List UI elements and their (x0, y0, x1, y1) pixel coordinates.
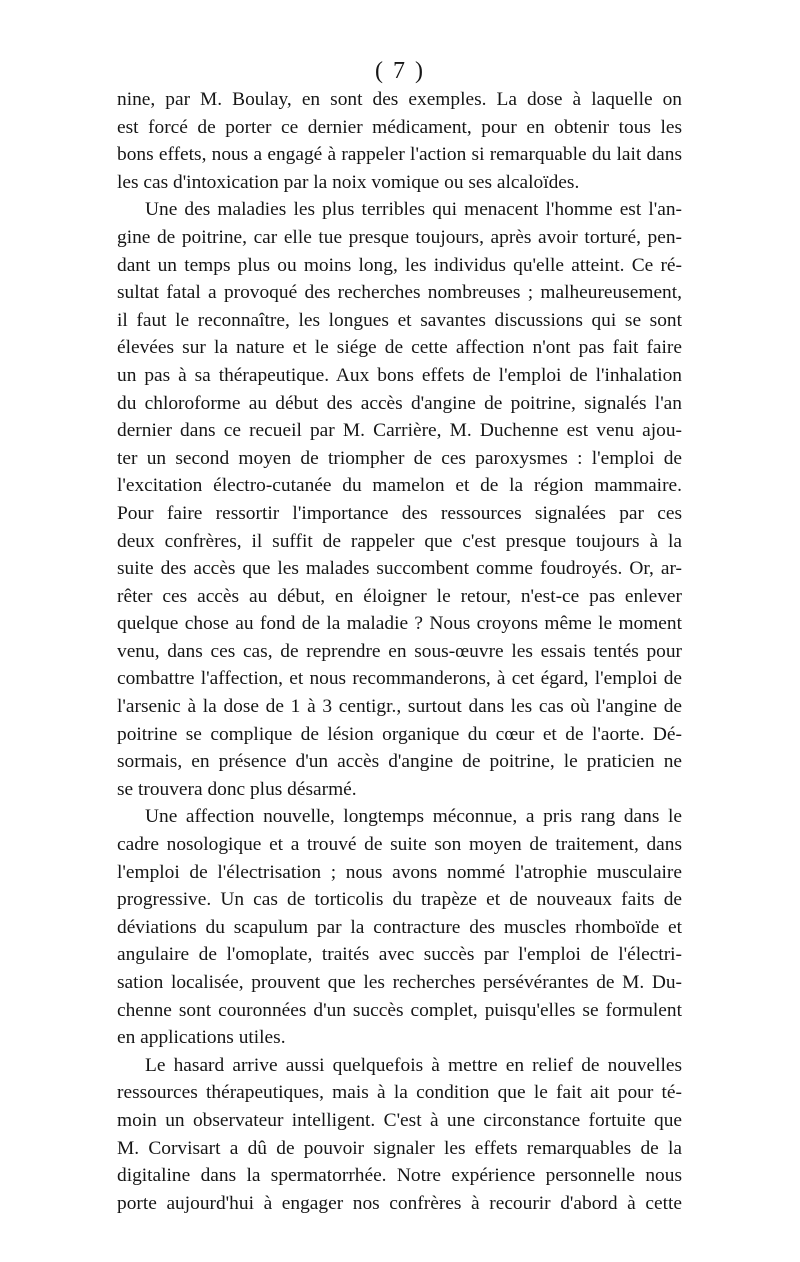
text-line: l'emploi de l'électrisation ; nous avons nommé l'atrophie musculaire (117, 861, 682, 883)
text-line: nine, par M. Boulay, en sont des exemples. La dose à laquelle on (117, 89, 682, 110)
text-line: élevées sur la nature et le siége de cette affection n'ont pas fait faire (117, 337, 682, 359)
text-line: les cas d'intoxication par la noix vomique ou ses alcaloïdes. (117, 171, 580, 193)
paragraph (117, 86, 682, 196)
page-number: ( 7 ) (375, 58, 425, 84)
text-line: Le hasard arrive aussi quelquefois à mettre en relief de nouvelles (145, 1054, 682, 1076)
text-line: ressources thérapeutiques, mais à la condition que le fait ait pour té- (117, 1082, 682, 1104)
text-line: ter un second moyen de triompher de ces paroxysmes : l'emploi de (117, 447, 682, 469)
text-line: porte aujourd'hui à engager nos confrères à recourir d'abord à cette (117, 1192, 682, 1214)
text-line: un pas à sa thérapeutique. Aux bons effets de l'emploi de l'inhalation (117, 364, 682, 386)
paragraph (117, 196, 682, 803)
text-line: chenne sont couronnées d'un succès complet, puisqu'elles se formulent (117, 999, 682, 1021)
text-line: déviations du scapulum par la contracture des muscles rhomboïde et (117, 916, 682, 938)
text-line: quelque chose au fond de la maladie ? Nous croyons même le moment (117, 613, 682, 635)
body-text (117, 86, 682, 1217)
text-line: cadre nosologique et a trouvé de suite son moyen de traitement, dans (117, 834, 682, 856)
text-line: sation localisée, prouvent que les recherches persévérantes de M. Du- (117, 972, 682, 993)
text-line: Une des maladies les plus terribles qui menacent l'homme est l'an- (145, 199, 682, 221)
text-line: Une affection nouvelle, longtemps méconnue, a pris rang dans le (145, 806, 682, 828)
text-line: sormais, en présence d'un accès d'angine de poitrine, le praticien ne (117, 751, 682, 773)
text-line: l'arsenic à la dose de 1 à 3 centigr., surtout dans les cas où l'angine de (117, 696, 682, 718)
text-line: Pour faire ressortir l'importance des ressources signalées par ces (117, 502, 682, 524)
text-line: gine de poitrine, car elle tue presque toujours, après avoir torturé, pen- (117, 226, 682, 248)
text-line: du chloroforme au début des accès d'angine de poitrine, signalés l'an (117, 392, 682, 414)
text-line: suite des accès que les malades succombent comme foudroyés. Or, ar- (117, 558, 682, 580)
text-line: poitrine se complique de lésion organique du cœur et de l'aorte. Dé- (117, 723, 682, 745)
text-line: il faut le reconnaître, les longues et savantes discussions qui se sont (117, 309, 682, 331)
text-line: l'excitation électro-cutanée du mamelon et de la région mammaire. (117, 475, 682, 497)
text-line: venu, dans ces cas, de reprendre en sous-œuvre les essais tentés pour (117, 640, 682, 662)
text-line: combattre l'affection, et nous recommanderons, à cet égard, l'emploi de (117, 668, 682, 690)
text-line: rêter ces accès au début, en éloigner le retour, n'est-ce pas enlever (117, 585, 682, 607)
text-line: M. Corvisart a dû de pouvoir signaler les effets remarquables de la (117, 1137, 682, 1159)
paragraph (117, 803, 682, 1051)
text-line: dernier dans ce recueil par M. Carrière, M. Duchenne est venu ajou- (117, 420, 682, 442)
text-line: deux confrères, il suffit de rappeler que c'est presque toujours à la (117, 530, 682, 552)
text-line: digitaline dans la spermatorrhée. Notre expérience personnelle nous (117, 1165, 682, 1187)
paragraph (117, 1052, 682, 1218)
text-line: angulaire de l'omoplate, traités avec succès par l'emploi de l'électri- (117, 944, 682, 966)
text-line: bons effets, nous a engagé à rappeler l'action si remarquable du lait dans (117, 144, 682, 166)
text-line: en applications utiles. (117, 1027, 286, 1049)
text-line: progressive. Un cas de torticolis du trapèze et de nouveaux faits de (117, 889, 682, 911)
text-line: se trouvera donc plus désarmé. (117, 778, 357, 800)
text-line: moin un observateur intelligent. C'est à une circonstance fortuite que (117, 1109, 682, 1131)
text-line: sultat fatal a provoqué des recherches nombreuses ; malheureusement, (117, 282, 682, 304)
text-line: dant un temps plus ou moins long, les individus qu'elle atteint. Ce ré- (117, 254, 682, 276)
text-line: est forcé de porter ce dernier médicament, pour en obtenir tous les (117, 116, 682, 138)
